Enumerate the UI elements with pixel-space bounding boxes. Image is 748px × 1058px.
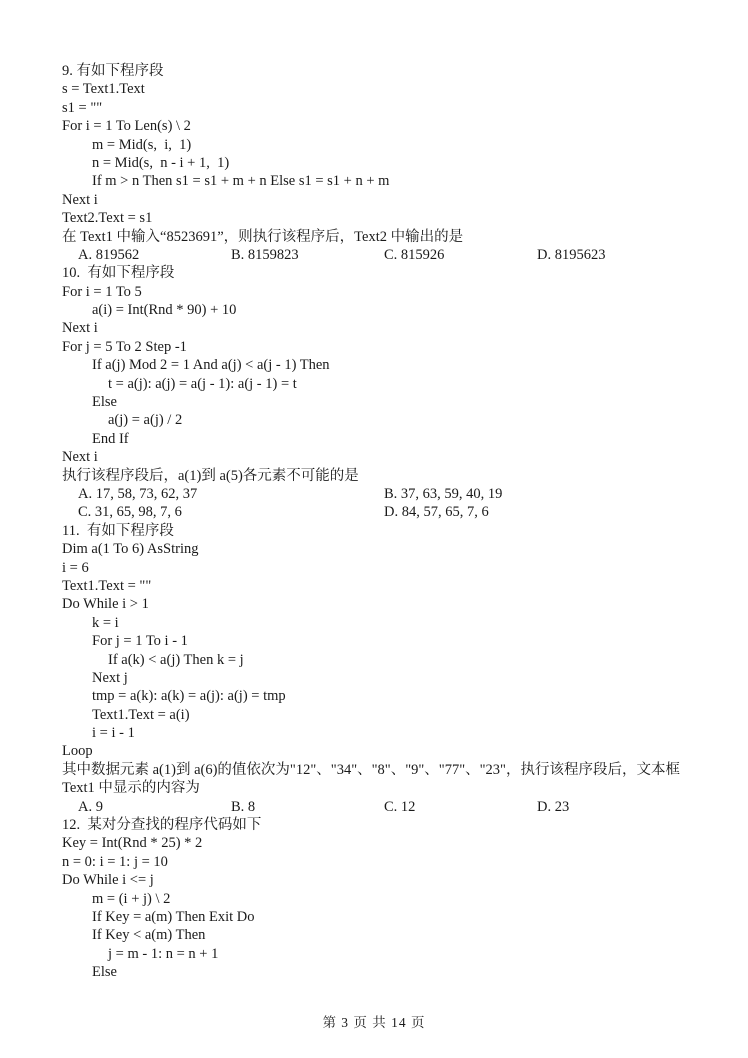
- code-line: Do While i > 1: [62, 596, 149, 613]
- code-line: t = a(j): a(j) = a(j - 1): a(j - 1) = t: [108, 375, 297, 392]
- answer-option: D. 23: [537, 798, 570, 815]
- code-line: j = m - 1: n = n + 1: [108, 945, 219, 962]
- code-line: For i = 1 To Len(s) \ 2: [62, 118, 191, 135]
- code-line: If Key < a(m) Then: [92, 927, 206, 944]
- code-line: tmp = a(k): a(k) = a(j): a(j) = tmp: [92, 688, 286, 705]
- code-line: m = Mid(s, i, 1): [92, 136, 192, 153]
- code-line: a(j) = a(j) / 2: [108, 412, 183, 429]
- code-line: Loop: [62, 743, 93, 760]
- code-line: If a(k) < a(j) Then k = j: [108, 651, 244, 668]
- answer-option: B. 8: [231, 798, 256, 815]
- code-line: i = i - 1: [92, 725, 135, 742]
- code-line: For j = 1 To i - 1: [92, 633, 188, 650]
- code-line: s1 = "": [62, 99, 103, 116]
- answer-option: B. 8159823: [231, 246, 299, 263]
- options-row: [62, 503, 702, 521]
- options-row: [62, 798, 702, 816]
- code-line: n = Mid(s, n - i + 1, 1): [92, 154, 230, 171]
- code-line: Dim a(1 To 6) AsString: [62, 541, 199, 558]
- code-line: n = 0: i = 1: j = 10: [62, 853, 168, 870]
- answer-option: B. 37, 63, 59, 40, 19: [384, 486, 503, 503]
- code-line: Next i: [62, 449, 98, 466]
- code-line: If Key = a(m) Then Exit Do: [92, 909, 255, 926]
- answer-option: A. 17, 58, 73, 62, 37: [78, 486, 198, 503]
- answer-option: D. 84, 57, 65, 7, 6: [384, 504, 489, 521]
- answer-option: A. 9: [78, 798, 103, 815]
- code-line: End If: [92, 430, 129, 447]
- answer-option: C. 31, 65, 98, 7, 6: [78, 504, 182, 521]
- code-line: If a(j) Mod 2 = 1 And a(j) < a(j - 1) Then: [92, 357, 330, 374]
- question-stem: 在 Text1 中输入“8523691”，则执行该程序后，Text2 中输出的是: [62, 228, 464, 245]
- answer-option: C. 815926: [384, 246, 445, 263]
- code-line: Else: [92, 964, 117, 981]
- code-line: For j = 5 To 2 Step -1: [62, 338, 187, 355]
- options-row: [62, 485, 702, 503]
- question-title: 12. 某对分查找的程序代码如下: [62, 817, 262, 834]
- code-line: Next j: [92, 669, 128, 686]
- code-line: Text2.Text = s1: [62, 210, 153, 227]
- code-line: Next i: [62, 320, 98, 337]
- question-title: 9. 有如下程序段: [62, 63, 164, 79]
- code-line: m = (i + j) \ 2: [92, 890, 171, 907]
- code-line: Text1.Text = a(i): [92, 706, 190, 723]
- code-line: Key = Int(Rnd * 25) * 2: [62, 835, 203, 852]
- code-line: Next i: [62, 191, 98, 208]
- question-title: 11. 有如下程序段: [62, 522, 174, 539]
- question-title: 10. 有如下程序段: [62, 265, 175, 282]
- answer-option: A. 819562: [78, 246, 140, 263]
- question-stem: 其中数据元素 a(1)到 a(6)的值依次为"12"、"34"、"8"、"9"、"77"、"23"，执行该程序段后，文本框 Text1 中显示的内容为: [62, 761, 680, 797]
- page-footer: 第 3 页 共 14 页: [322, 1015, 426, 1030]
- code-line: Do While i <= j: [62, 872, 154, 889]
- code-line: a(i) = Int(Rnd * 90) + 10: [92, 302, 237, 319]
- code-line: k = i: [92, 614, 119, 631]
- code-line: s = Text1.Text: [62, 81, 145, 98]
- options-row: [62, 246, 702, 264]
- page-content: [62, 62, 702, 982]
- answer-option: D. 8195623: [537, 246, 606, 263]
- code-line: Else: [92, 394, 117, 411]
- code-line: i = 6: [62, 559, 89, 576]
- code-line: Text1.Text = "": [62, 577, 152, 594]
- code-line: For i = 1 To 5: [62, 283, 142, 300]
- question-stem: 执行该程序段后，a(1)到 a(5)各元素不可能的是: [62, 467, 359, 484]
- code-line: If m > n Then s1 = s1 + m + n Else s1 = s1 + n + m: [92, 173, 390, 190]
- answer-option: C. 12: [384, 798, 416, 815]
